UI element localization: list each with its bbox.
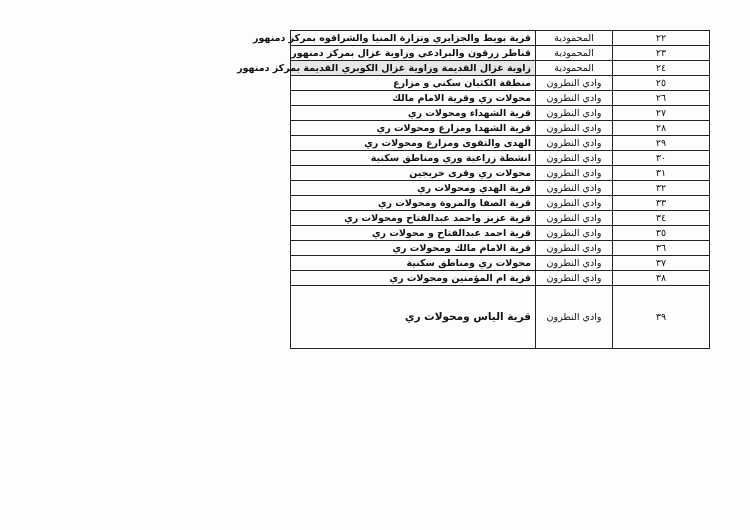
area-cell: قرية احمد عبدالفتاح و محولات ري [291, 226, 536, 241]
row-number: ٢٧ [613, 106, 710, 121]
table-row [291, 286, 710, 349]
table-row [291, 61, 710, 76]
table-row [291, 241, 710, 256]
table-row [291, 181, 710, 196]
area-cell: قرية الشهداء ومحولات ري [291, 106, 536, 121]
area-cell: زاوية غزال القديمة وزاوية غزال الكوبري القديمة بمركز دمنهور [291, 61, 536, 76]
table-row [291, 31, 710, 46]
table-row [291, 226, 710, 241]
table-row [291, 106, 710, 121]
district-cell: وادي النطرون [536, 166, 613, 181]
district-cell: وادي النطرون [536, 106, 613, 121]
area-cell: قرية الشهدا ومزارع ومحولات ري [291, 121, 536, 136]
row-number: ٢٥ [613, 76, 710, 91]
table-row [291, 256, 710, 271]
district-cell: وادي النطرون [536, 196, 613, 211]
row-number: ٢٣ [613, 46, 710, 61]
row-number: ٣٥ [613, 226, 710, 241]
area-cell: قرية ام المؤمنين ومحولات ري [291, 271, 536, 286]
table-row [291, 46, 710, 61]
district-cell: وادي النطرون [536, 76, 613, 91]
table-row [291, 196, 710, 211]
area-cell: قرية الصفا والمروة ومحولات ري [291, 196, 536, 211]
row-number: ٣٣ [613, 196, 710, 211]
table-row [291, 211, 710, 226]
area-cell: قرية الامام مالك ومحولات ري [291, 241, 536, 256]
table-row [291, 136, 710, 151]
district-cell: وادي النطرون [536, 151, 613, 166]
district-cell: وادي النطرون [536, 136, 613, 151]
table-row [291, 91, 710, 106]
area-cell: قرية الهدي ومحولات ري [291, 181, 536, 196]
area-cell: الهدى والتقوى ومزارع ومحولات ري [291, 136, 536, 151]
district-cell: وادي النطرون [536, 181, 613, 196]
outage-areas-table [237, 30, 710, 349]
district-cell: وادي النطرون [536, 286, 613, 349]
district-cell: وادي النطرون [536, 226, 613, 241]
district-cell: المحمودية [536, 31, 613, 46]
row-number: ٣٠ [613, 151, 710, 166]
district-cell: وادي النطرون [536, 256, 613, 271]
area-cell: محولات ري ومناطق سكنية [291, 256, 536, 271]
area-cell: انشطة زراعية وري ومناطق سكنية [291, 151, 536, 166]
row-number: ٣٨ [613, 271, 710, 286]
row-number: ٢٢ [613, 31, 710, 46]
table-row [291, 121, 710, 136]
district-cell: وادي النطرون [536, 121, 613, 136]
district-cell: وادي النطرون [536, 241, 613, 256]
row-number: ٢٨ [613, 121, 710, 136]
table-row [291, 166, 710, 181]
row-number: ٣١ [613, 166, 710, 181]
row-number: ٣٧ [613, 256, 710, 271]
row-number: ٢٤ [613, 61, 710, 76]
area-cell: محولات ري وقرية الامام مالك [291, 91, 536, 106]
district-cell: وادي النطرون [536, 91, 613, 106]
row-number: ٣٤ [613, 211, 710, 226]
district-cell: المحمودية [536, 46, 613, 61]
district-cell: وادي النطرون [536, 211, 613, 226]
area-cell: قرية بويط والجزايري ونزارة المنيا والشراقوه بمركز دمنهور [291, 31, 536, 46]
area-cell: منطقة الكثبان سكني و مزارع [291, 76, 536, 91]
area-cell: محولات ري وقرى خريجين [291, 166, 536, 181]
table-row [291, 151, 710, 166]
row-number: ٢٩ [613, 136, 710, 151]
row-number: ٢٦ [613, 91, 710, 106]
area-cell: قرية الياس ومحولات ري [291, 286, 536, 349]
area-cell: قناطر زرقون والبرادعي وزاوية غزال بمركز دمنهور [291, 46, 536, 61]
row-number: ٣٩ [613, 286, 710, 349]
row-number: ٣٢ [613, 181, 710, 196]
row-number: ٣٦ [613, 241, 710, 256]
table-row [291, 271, 710, 286]
district-cell: المحمودية [536, 61, 613, 76]
table-row [291, 76, 710, 91]
table-body [237, 31, 710, 349]
district-cell: وادي النطرون [536, 271, 613, 286]
area-cell: قرية عزبز واحمد عبدالفتاح ومحولات ري [291, 211, 536, 226]
